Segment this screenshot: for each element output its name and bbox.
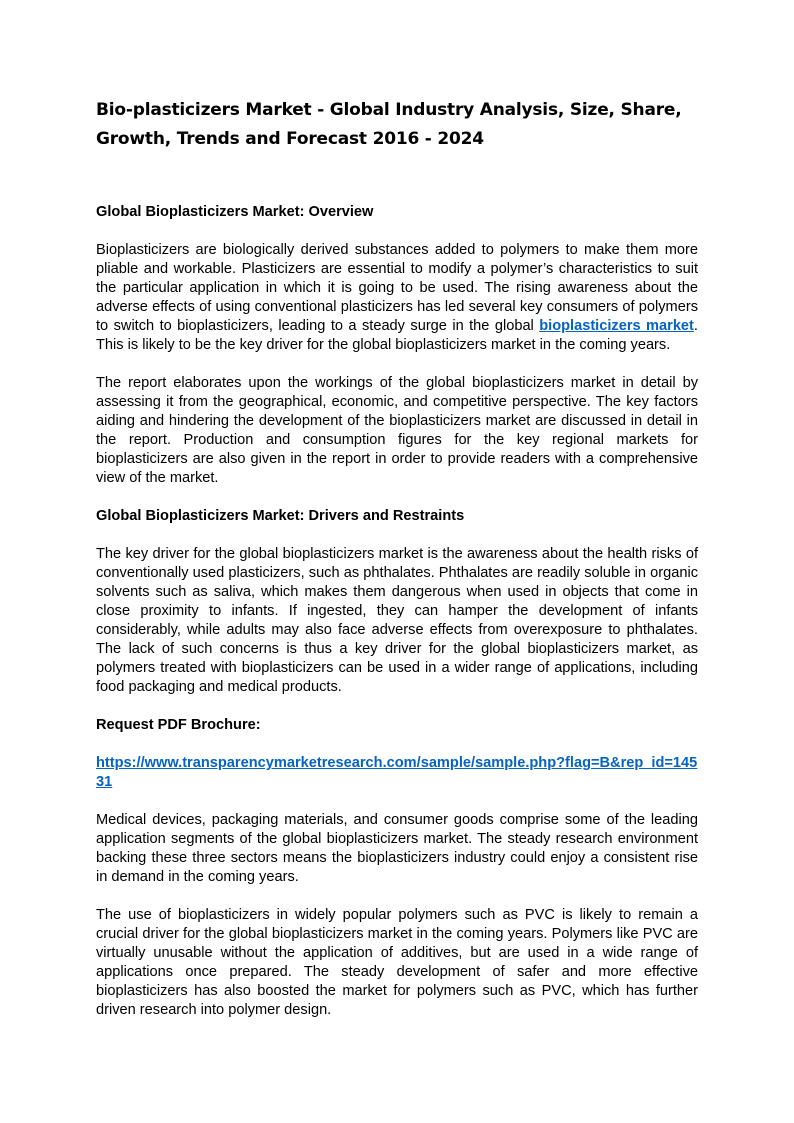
brochure-link-container bbox=[96, 754, 698, 792]
overview-paragraph-2: The report elaborates upon the workings of the global bioplasticizers market in detail by assessing it from the geographical, economic, and competitive perspective. The key factors aiding and hindering the development of the bioplasticizers market are discussed in detail in the report. Production and consumption figures for the key regional markets for bioplasticizers are also given in the report in order to provide readers with a comprehensive view of the market. bbox=[96, 375, 698, 486]
overview-heading: Global Bioplasticizers Market: Overview bbox=[96, 204, 374, 220]
brochure-heading: Request PDF Brochure: bbox=[96, 717, 261, 733]
drivers-paragraph-3: The use of bioplasticizers in widely popular polymers such as PVC is likely to remain a crucial driver for the global bioplasticizers market in the coming years. Polymers like PVC are virtually unusable without the application of additives, but are used in a wide range of applications once prepared. The steady development of safer and more effective bioplasticizers has also boosted the market for polymers such as PVC, which has further driven research into polymer design. bbox=[96, 907, 698, 1018]
drivers-paragraph-1: The key driver for the global bioplasticizers market is the awareness about the health risks of conventionally used plasticizers, such as phthalates. Phthalates are readily soluble in organic solvents such as saliva, which makes them dangerous when used in objects that come in close proximity to infants. If ingested, they can hamper the development of infants considerably, while adults may also face adverse effects from overexposure to phthalates. The lack of such concerns is thus a key driver for the global bioplasticizers market, as polymers treated with bioplasticizers can be used in a wider range of applications, including food packaging and medical products. bbox=[96, 546, 698, 695]
brochure-url-link[interactable]: https://www.transparencymarketresearch.com/sample/sample.php?flag=B&rep_id=14531 bbox=[96, 755, 698, 790]
overview-paragraph-1 bbox=[96, 241, 698, 355]
overview-paragraph-1-text-before: Bioplasticizers are biologically derived substances added to polymers to make them more pliable and workable. Plasticizers are essential to modify a polymer’s characteristics to suit the particular application in which it is going to be used. The rising awareness about the adverse effects of using conventional plasticizers has led several key consumers of polymers to switch to bioplasticizers, leading to a steady surge in the global bbox=[96, 242, 698, 334]
document-page bbox=[96, 96, 698, 1020]
drivers-heading: Global Bioplasticizers Market: Drivers and Restraints bbox=[96, 508, 465, 524]
overview-paragraph-1-text-after: . This is likely to be the key driver for the global bioplasticizers market in the coming years. bbox=[96, 318, 698, 353]
bioplasticizers-market-link[interactable]: bioplasticizers market bbox=[539, 318, 694, 334]
document-title: Bio-plasticizers Market - Global Industry Analysis, Size, Share, Growth, Trends and Forecast 2016 - 2024 bbox=[96, 100, 682, 149]
drivers-paragraph-2: Medical devices, packaging materials, and consumer goods comprise some of the leading application segments of the global bioplasticizers market. The steady research environment backing these three sectors means the bioplasticizers industry could enjoy a consistent rise in demand in the coming years. bbox=[96, 812, 698, 885]
